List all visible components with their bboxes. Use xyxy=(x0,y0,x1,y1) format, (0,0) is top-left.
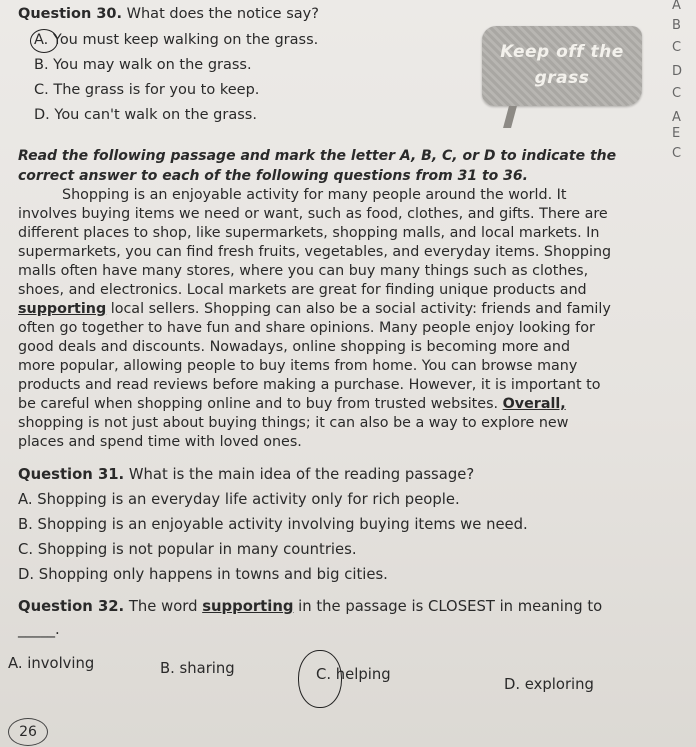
margin-letter: A xyxy=(672,0,681,13)
page-number: 26 xyxy=(8,718,48,746)
margin-letter: B xyxy=(672,18,681,33)
underlined-word-overall: Overall, xyxy=(502,396,566,412)
underlined-word-supporting: supporting xyxy=(18,301,107,317)
sign-post xyxy=(503,106,517,128)
margin-letter: E xyxy=(672,126,681,141)
passage-line: shopping is not just about buying things; it can also be a way to explore new xyxy=(18,415,569,431)
q32-option-c: C. helping xyxy=(316,666,391,683)
margin-letter: C xyxy=(672,40,682,55)
q32-option-a: A. involving xyxy=(8,655,95,672)
q32-option-b: B. sharing xyxy=(160,660,235,677)
passage-line: supporting local sellers. Shopping can also be a social activity: friends and family xyxy=(18,301,611,317)
passage-line: malls often have many stores, where you can buy many things such as clothes, xyxy=(18,263,589,279)
q30-option-b: B. You may walk on the grass. xyxy=(34,57,252,73)
margin-letter: D xyxy=(672,64,683,79)
q30-option-d: D. You can't walk on the grass. xyxy=(34,107,257,123)
passage-line: be careful when shopping online and to buy from trusted websites. Overall, xyxy=(18,396,566,412)
passage-line: shoes, and electronics. Local markets are great for finding unique products and xyxy=(18,282,587,298)
passage-line: different places to shop, like supermarkets, shopping malls, and local markets. In xyxy=(18,225,600,241)
passage-line: Shopping is an enjoyable activity for many people around the world. It xyxy=(62,187,567,203)
sign-text-line1: Keep off the xyxy=(500,42,624,62)
q30-option-c: C. The grass is for you to keep. xyxy=(34,82,260,98)
keep-off-grass-sign xyxy=(482,26,642,106)
instruction-line-2: correct answer to each of the following questions from 31 to 36. xyxy=(18,168,528,184)
passage-line: good deals and discounts. Nowadays, online shopping is becoming more and xyxy=(18,339,571,355)
margin-letter: C xyxy=(672,146,682,161)
margin-letter: C xyxy=(672,86,682,101)
q30-option-a: A. You must keep walking on the grass. xyxy=(34,32,319,48)
q31-option-a: A. Shopping is an everyday life activity only for rich people. xyxy=(18,491,460,508)
sign-text-line2: grass xyxy=(534,68,590,88)
question-31-header xyxy=(18,466,474,483)
passage-line: products and read reviews before making a purchase. However, it is important to xyxy=(18,377,601,393)
question-32-label: Question 32. xyxy=(18,598,125,615)
question-30-text: What does the notice say? xyxy=(122,6,319,22)
q31-option-c: C. Shopping is not popular in many countries. xyxy=(18,541,357,558)
question-32-header: Question 32. The word supporting in the passage is CLOSEST in meaning to xyxy=(18,598,603,615)
passage-line: involves buying items we need or want, such as food, clothes, and gifts. There are xyxy=(18,206,608,222)
q32-option-d: D. exploring xyxy=(504,676,594,693)
margin-letter: A xyxy=(672,110,681,125)
question-31-text: What is the main idea of the reading passage? xyxy=(124,466,475,483)
passage-line: more popular, allowing people to buy items from home. You can browse many xyxy=(18,358,578,374)
question-32-keyword: supporting xyxy=(202,598,294,615)
answer-circle-mark xyxy=(298,650,342,708)
passage-line: often go together to have fun and share opinions. Many people enjoy looking for xyxy=(18,320,595,336)
instruction-line-1: Read the following passage and mark the letter A, B, C, or D to indicate the xyxy=(18,148,617,164)
passage-line: supermarkets, you can find fresh fruits, vegetables, and everyday items. Shopping xyxy=(18,244,612,260)
question-30-header xyxy=(18,6,319,22)
q31-option-b: B. Shopping is an enjoyable activity involving buying items we need. xyxy=(18,516,528,533)
question-32-blank: _____. xyxy=(18,621,60,638)
answer-circle-mark xyxy=(30,29,58,53)
question-31-label: Question 31. xyxy=(18,466,125,483)
question-30-label: Question 30. xyxy=(18,6,123,22)
passage-line: places and spend time with loved ones. xyxy=(18,434,302,450)
q31-option-d: D. Shopping only happens in towns and big cities. xyxy=(18,566,388,583)
